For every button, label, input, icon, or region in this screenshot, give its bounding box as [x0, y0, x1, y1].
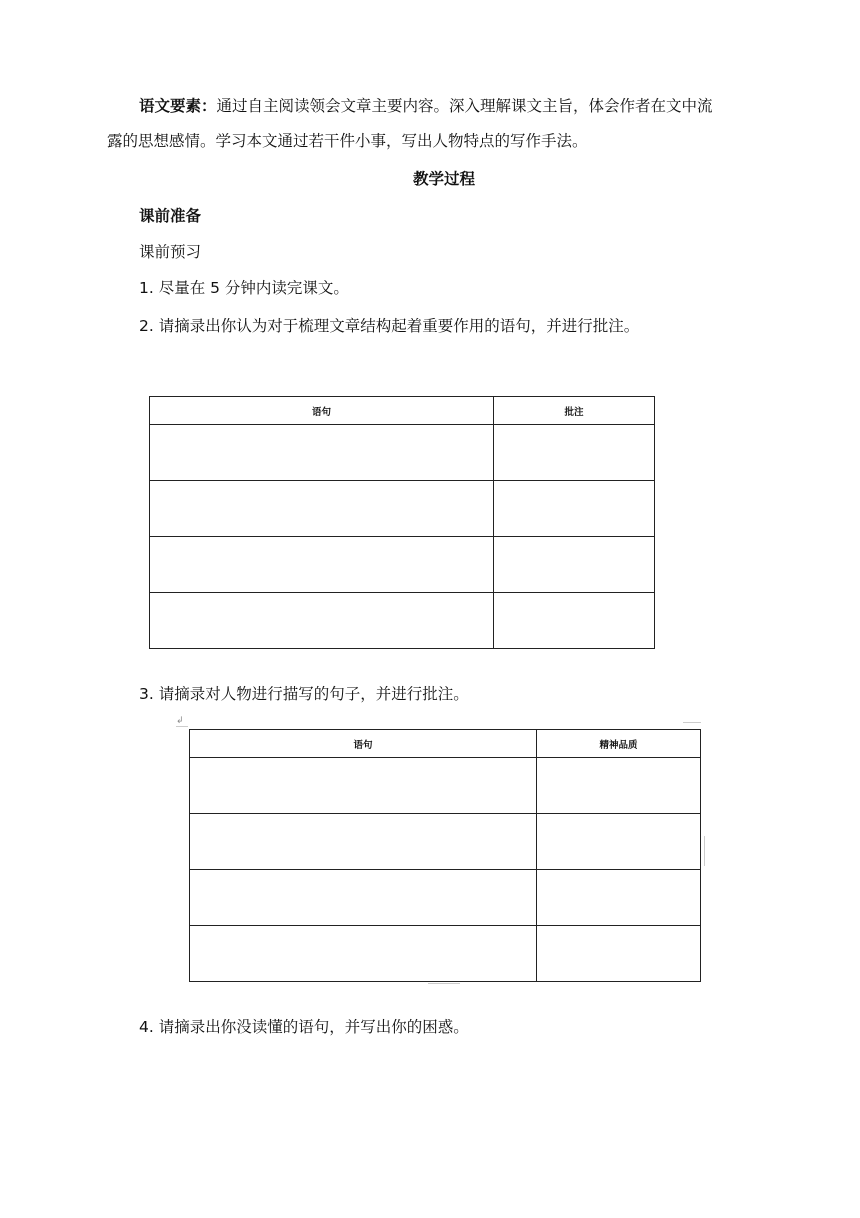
sentence-cell[interactable]: [190, 758, 537, 814]
annotation-cell[interactable]: [494, 537, 655, 593]
annotation-table: [149, 396, 655, 649]
objectives-text-1: 通过自主阅读领会文章主要内容。深入理解课文主旨，体会作者在文中流: [216, 97, 713, 115]
objectives-line-1: [139, 95, 713, 117]
table-row: [190, 870, 701, 926]
objectives-label: 语文要素：: [139, 97, 217, 115]
table-edge-mark: [428, 983, 460, 984]
sentence-cell[interactable]: [150, 481, 494, 537]
objectives-line-2: 露的思想感情。学习本文通过若干件小事，写出人物特点的写作手法。: [107, 132, 588, 150]
annotation-cell[interactable]: [494, 481, 655, 537]
col-quality-header: 精神品质: [537, 730, 701, 758]
task-1: 1. 尽量在 5 分钟内读完课文。: [139, 279, 349, 297]
sentence-cell[interactable]: [190, 926, 537, 982]
sentence-cell[interactable]: [150, 425, 494, 481]
annotation-cell[interactable]: [494, 593, 655, 649]
task-3: 3. 请摘录对人物进行描写的句子，并进行批注。: [139, 685, 469, 703]
section-title: 教学过程: [413, 170, 476, 188]
table-edge-mark: [176, 726, 188, 727]
table-row: [190, 926, 701, 982]
col-sentence-header: 语句: [190, 730, 537, 758]
task-2: 2. 请摘录出你认为对于梳理文章结构起着重要作用的语句，并进行批注。: [139, 317, 640, 335]
col-sentence-header: 语句: [150, 397, 494, 425]
table-row: [190, 758, 701, 814]
quality-cell[interactable]: [537, 926, 701, 982]
table-header-row: [150, 397, 655, 425]
preview-heading: 课前预习: [139, 243, 202, 261]
table-row: [150, 537, 655, 593]
quality-cell[interactable]: [537, 814, 701, 870]
prep-heading: 课前准备: [139, 207, 202, 225]
task-4: 4. 请摘录出你没读懂的语句，并写出你的困惑。: [139, 1018, 469, 1036]
table-edge-mark: [704, 836, 705, 866]
sentence-cell[interactable]: [150, 593, 494, 649]
table-row: [150, 425, 655, 481]
sentence-cell[interactable]: [190, 870, 537, 926]
quality-cell[interactable]: [537, 758, 701, 814]
table-edge-mark: [683, 722, 701, 723]
table-anchor-icon[interactable]: ↲: [176, 716, 184, 726]
table-row: [150, 481, 655, 537]
sentence-cell[interactable]: [190, 814, 537, 870]
sentence-cell[interactable]: [150, 537, 494, 593]
table-row: [190, 814, 701, 870]
annotation-cell[interactable]: [494, 425, 655, 481]
table-header-row: [190, 730, 701, 758]
col-annotation-header: 批注: [494, 397, 655, 425]
character-table: [189, 729, 701, 982]
table-row: [150, 593, 655, 649]
quality-cell[interactable]: [537, 870, 701, 926]
